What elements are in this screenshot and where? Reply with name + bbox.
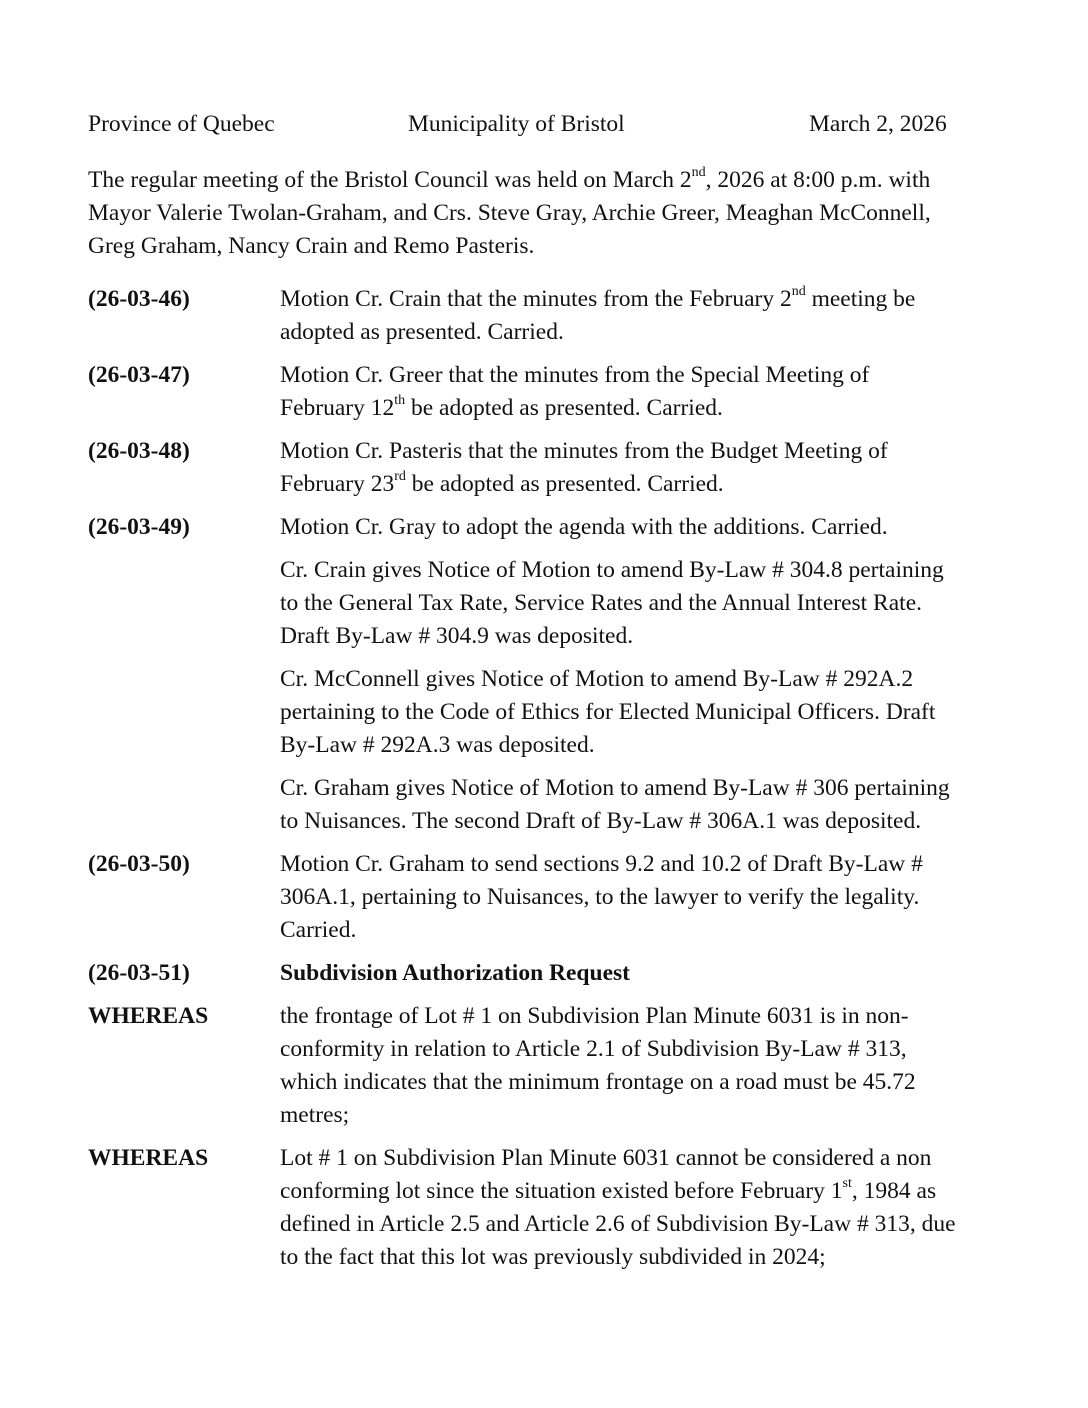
whereas-clause (88, 1142, 1008, 1274)
motion-text-part: be adopted as presented. Carried. (405, 395, 723, 421)
motion-number: (26-03-46) (88, 286, 190, 312)
meeting-date: March 2, 2026 (809, 111, 947, 137)
motion-line: Motion Cr. Graham to send sections 9.2 and 10.2 of Draft By-Law # (280, 851, 923, 877)
document-header (88, 108, 1008, 141)
motion-number: (26-03-51) (88, 960, 190, 986)
ordinal-suffix: rd (394, 469, 406, 485)
notice-of-motion (88, 772, 1008, 838)
intro-text: The regular meeting of the Bristol Council was held on March 2 (88, 167, 692, 193)
whereas-text (280, 1000, 1008, 1132)
whereas-line: metres; (280, 1102, 350, 1128)
ordinal-suffix: st (842, 1176, 852, 1192)
motion-number: (26-03-47) (88, 362, 190, 388)
whereas-line: which indicates that the minimum frontage on a road must be 45.72 (280, 1069, 916, 1095)
empty-label (88, 554, 280, 653)
motion-line: Motion Cr. Greer that the minutes from the Special Meeting of (280, 362, 870, 388)
motion-line (280, 283, 1008, 316)
whereas-line: defined in Article 2.5 and Article 2.6 of Subdivision By-Law # 313, due (280, 1211, 956, 1237)
motion-line (280, 392, 1008, 425)
empty-label (88, 772, 280, 838)
ordinal-suffix: nd (691, 165, 706, 181)
motion-line: Motion Cr. Pasteris that the minutes from the Budget Meeting of (280, 438, 888, 464)
motion-line: 306A.1, pertaining to Nuisances, to the lawyer to verify the legality. (280, 884, 920, 910)
whereas-line: Lot # 1 on Subdivision Plan Minute 6031 cannot be considered a non (280, 1145, 932, 1171)
motion-line (280, 468, 1008, 501)
notice-line: Cr. McConnell gives Notice of Motion to amend By-Law # 292A.2 (280, 666, 914, 692)
whereas-label: WHEREAS (88, 1003, 209, 1029)
motion-text-part: February 12 (280, 395, 395, 421)
ordinal-suffix: th (394, 393, 406, 409)
motion-number: (26-03-50) (88, 851, 190, 877)
motion-text-part: Motion Cr. Crain that the minutes from the February 2 (280, 286, 792, 312)
intro-line: Mayor Valerie Twolan-Graham, and Crs. Steve Gray, Archie Greer, Meaghan McConnell, (88, 200, 931, 226)
notice-of-motion (88, 663, 1008, 762)
motion-entry (88, 957, 1008, 990)
motion-entry (88, 435, 1008, 501)
motion-title (280, 957, 1008, 990)
whereas-text-part: , 1984 as (851, 1178, 937, 1204)
whereas-line: to the fact that this lot was previously subdivided in 2024; (280, 1244, 826, 1270)
whereas-clause (88, 1000, 1008, 1132)
notice-line: By-Law # 292A.3 was deposited. (280, 732, 595, 758)
motion-text-part: be adopted as presented. Carried. (405, 471, 724, 497)
document-page (88, 108, 1008, 1274)
whereas-label: WHEREAS (88, 1145, 209, 1171)
notice-line: pertaining to the Code of Ethics for Elected Municipal Officers. Draft (280, 699, 936, 725)
notice-text (280, 554, 1008, 653)
notice-line: Cr. Graham gives Notice of Motion to amend By-Law # 306 pertaining (280, 775, 950, 801)
whereas-line: conformity in relation to Article 2.1 of Subdivision By-Law # 313, (280, 1036, 907, 1062)
motion-text (280, 435, 1008, 501)
motion-entry (88, 848, 1008, 947)
motion-text (280, 511, 1008, 544)
notice-line: to Nuisances. The second Draft of By-Law # 306A.1 was deposited. (280, 808, 922, 834)
motion-entry (88, 283, 1008, 349)
notice-of-motion (88, 554, 1008, 653)
whereas-line: the frontage of Lot # 1 on Subdivision Plan Minute 6031 is in non- (280, 1003, 909, 1029)
intro-paragraph (88, 164, 1008, 263)
intro-text: , 2026 at 8:00 p.m. with (705, 167, 931, 193)
motion-text-part: February 23 (280, 471, 395, 497)
motion-number: (26-03-48) (88, 438, 190, 464)
municipality-label: Municipality of Bristol (408, 111, 625, 137)
notice-text (280, 663, 1008, 762)
whereas-text (280, 1142, 1008, 1274)
motion-text-part: meeting be (805, 286, 916, 312)
whereas-text-part: conforming lot since the situation existed before February 1 (280, 1178, 843, 1204)
ordinal-suffix: nd (791, 284, 806, 300)
notice-line: Cr. Crain gives Notice of Motion to amend By-Law # 304.8 pertaining (280, 557, 944, 583)
intro-line: Greg Graham, Nancy Crain and Remo Pasteris. (88, 233, 535, 259)
empty-label (88, 663, 280, 762)
motion-text (280, 848, 1008, 947)
intro-line (88, 164, 1008, 197)
motion-line: adopted as presented. Carried. (280, 319, 564, 345)
section-heading: Subdivision Authorization Request (280, 960, 630, 986)
motion-entry (88, 511, 1008, 544)
motion-text (280, 359, 1008, 425)
whereas-line (280, 1175, 1008, 1208)
motion-line: Carried. (280, 917, 357, 943)
notice-text (280, 772, 1008, 838)
province-label: Province of Quebec (88, 111, 275, 137)
notice-line: Draft By-Law # 304.9 was deposited. (280, 623, 634, 649)
notice-line: to the General Tax Rate, Service Rates and the Annual Interest Rate. (280, 590, 922, 616)
motion-entry (88, 359, 1008, 425)
motion-text (280, 283, 1008, 349)
motion-number: (26-03-49) (88, 514, 190, 540)
motion-line: Motion Cr. Gray to adopt the agenda with the additions. Carried. (280, 514, 888, 540)
